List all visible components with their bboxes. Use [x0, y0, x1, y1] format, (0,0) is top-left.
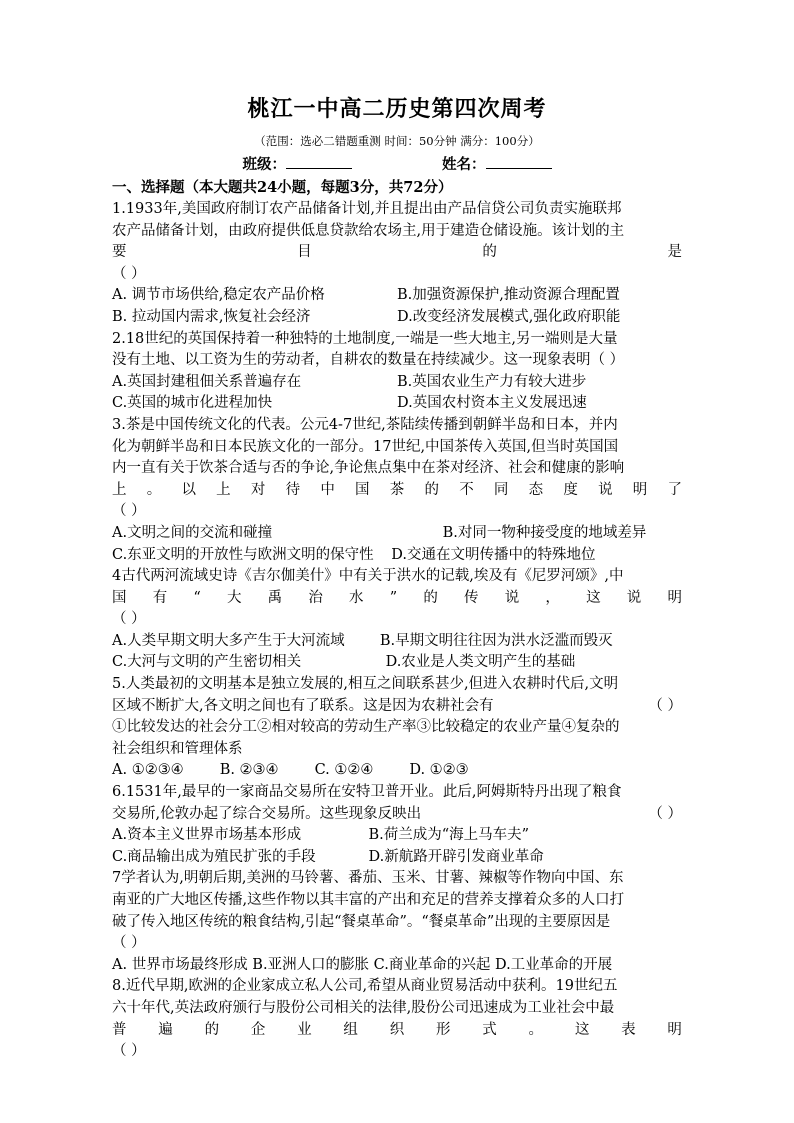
- question-text: 农产品储备计划，由政府提供低息贷款给农场主,用于建造仓储设施。该计划的主: [112, 222, 625, 239]
- option-a: A.人类早期文明大多产生于大河流域: [112, 632, 345, 649]
- question-text-justified: [112, 1020, 682, 1042]
- option-b: B.荷兰成为“海上马车夫”: [368, 827, 530, 844]
- question-5: [112, 674, 682, 782]
- question-4: [112, 566, 682, 674]
- char: 了: [667, 481, 682, 498]
- option-d: D. ①②③: [409, 762, 469, 779]
- option-d: D.英国农村资本主义发展迅速: [397, 395, 587, 412]
- name-label: 姓名：: [442, 156, 486, 173]
- question-text: 内一直有关于饮茶合适与否的争论,争论焦点集中在茶对经济、社会和健康的影响: [112, 460, 625, 477]
- name-blank[interactable]: [486, 154, 552, 169]
- class-label: 班级：: [242, 156, 286, 173]
- option-b: B.对同一物种接受度的地域差异: [442, 524, 647, 541]
- options-row: [112, 307, 682, 329]
- char: 企: [250, 1021, 266, 1038]
- option-d: D.改变经济发展模式,强化政府职能: [397, 308, 621, 325]
- question-text: 4古代两河流域史诗《吉尔伽美什》中有关于洪水的记载,埃及有《尼罗河颂》,中: [112, 568, 624, 585]
- question-text: 六十年代,英法政府颁行与股份公司相关的法律,股份公司迅速成为工业社会中最: [112, 999, 615, 1016]
- question-text: 7学者认为,明朝后期,美洲的马铃薯、番茄、玉米、甘薯、辣椒等作物向中国、东: [112, 870, 624, 887]
- char: 的: [424, 481, 439, 498]
- char: 织: [389, 1021, 405, 1038]
- answer-bracket: （ ）: [112, 265, 146, 282]
- option-c: B. 拉动国内需求,恢复社会经济: [112, 308, 311, 325]
- options-row: [112, 652, 682, 674]
- option-b: B.早期文明往往因为洪水泛滥而毁灭: [379, 632, 613, 649]
- char: 传: [464, 589, 479, 606]
- options-row: [112, 285, 682, 307]
- question-text: ①比较发达的社会分工②相对较高的劳动生产率③比较稳定的农业产量④复杂的: [112, 719, 620, 736]
- char: 以: [181, 481, 196, 498]
- option-b: B. ②③④: [219, 762, 279, 779]
- question-text: 5.人类最初的文明基本是独立发展的,相互之间联系甚少,但进入农耕时代后,文明: [112, 676, 619, 693]
- question-8: [112, 976, 682, 1062]
- answer-bracket: （ ）: [112, 611, 146, 628]
- question-text: 破了传入地区传统的粮食结构,引起“餐桌革命”。“餐桌革命”出现的主要原因是: [112, 913, 611, 930]
- char: 上: [112, 481, 127, 498]
- options-row: [112, 847, 682, 869]
- option-d: D.新航路开辟引发商业革命: [368, 848, 544, 865]
- question-text: 社会组织和管理体系: [112, 740, 243, 757]
- question-text: 没有土地、以工资为生的劳动者，自耕农的数量在持续减少。这一现象表明（ ）: [112, 352, 625, 369]
- option-c: C.东亚文明的开放性与欧洲文明的保守性: [112, 546, 374, 563]
- char: 业: [297, 1021, 312, 1038]
- exam-title: 桃江一中高二历史第四次周考: [247, 96, 547, 122]
- char: 说: [626, 589, 642, 606]
- question-3: [112, 415, 682, 566]
- char: 水: [349, 589, 364, 606]
- char: 对: [250, 481, 266, 498]
- question-text: 区域不断扩大,各文明之间也有了联系。这是因为农耕社会有: [112, 697, 494, 714]
- char: 普: [112, 1021, 127, 1038]
- option-c: C.商品输出成为殖民扩张的手段: [112, 848, 316, 865]
- char: 度: [563, 481, 578, 498]
- question-text: 3.茶是中国传统文化的代表。公元4-7世纪,茶陆续传播到朝鲜半岛和日本，并内: [112, 416, 618, 433]
- options-row: [112, 523, 682, 545]
- option-d: D.交通在文明传播中的特殊地位: [391, 546, 596, 563]
- class-field[interactable]: [243, 153, 353, 174]
- options-row: [112, 545, 682, 567]
- option-a: A. 调节市场供给,稳定农产品价格: [112, 287, 325, 304]
- question-text: 交易所,伦敦办起了综合交易所。这些现象反映出: [112, 805, 422, 822]
- answer-bracket: （ ）: [648, 697, 682, 714]
- question-text: 8.近代早期,欧洲的企业家成立私人公司,希望从商业贸易活动中获利。19世纪五: [112, 978, 618, 995]
- char: 待: [285, 481, 301, 498]
- char: 这: [574, 1021, 590, 1038]
- section-title: 一、选择题（本大题共24小题，每题3分，共72分）: [112, 179, 453, 196]
- student-fields: [112, 153, 682, 174]
- question-text-with-bracket: [112, 696, 682, 718]
- question-text: 1.1933年,美国政府制订农产品储备计划,并且提出由产品信贷公司负责实施联邦: [112, 201, 622, 217]
- char: 。: [146, 481, 162, 498]
- char: 明: [667, 1021, 682, 1038]
- question-6: [112, 782, 682, 868]
- question-2: [112, 329, 682, 415]
- question-text: 化为朝鲜半岛和日本民族文化的一部分。17世纪,中国茶传入英国,但当时英国国: [112, 438, 619, 455]
- char: 中: [320, 481, 335, 498]
- answer-bracket: （ ）: [112, 1043, 146, 1060]
- char: 这: [586, 589, 601, 606]
- char: 要: [112, 244, 127, 261]
- char: 说: [504, 589, 520, 606]
- question-text-justified: [112, 242, 682, 264]
- class-blank[interactable]: [286, 154, 352, 169]
- option-c: C.英国的城市化进程加快: [112, 395, 273, 412]
- char: 明: [632, 481, 648, 498]
- option-c: C. ①②④: [314, 762, 374, 779]
- char: 形: [435, 1021, 451, 1038]
- options-row: [112, 760, 682, 782]
- option-d: D.农业是人类文明产生的基础: [385, 654, 576, 671]
- char: 国: [112, 589, 127, 606]
- question-text: 2.18世纪的英国保持着一种独特的土地制度,一端是一些大地主,另一端则是大量: [112, 330, 618, 347]
- option-b: B.英国农业生产力有较大进步: [397, 373, 587, 390]
- question-1: [112, 199, 682, 329]
- char: 的: [482, 244, 497, 261]
- option-a: A.资本主义世界市场基本形成: [112, 827, 302, 844]
- char: 禹: [267, 589, 283, 606]
- char: 说: [598, 481, 613, 498]
- options-row: [112, 825, 682, 847]
- char: “: [193, 589, 201, 606]
- question-7: [112, 868, 682, 976]
- options-row: [112, 393, 682, 415]
- char: 不: [459, 481, 474, 498]
- char: 茶: [389, 481, 405, 498]
- options-row: A. 世界市场最终形成 B.亚洲人口的膨胀 C.商业革命的兴起 D.工业革命的开展: [112, 956, 613, 973]
- char: ”: [389, 589, 398, 606]
- question-text: 6.1531年,最早的一家商品交易所在安特卫普开业。此后,阿姆斯特丹出现了粮食: [112, 784, 622, 801]
- char: 态: [528, 481, 544, 498]
- char: 目: [297, 244, 312, 261]
- char: 上: [216, 481, 231, 498]
- char: ，: [545, 589, 560, 606]
- char: 的: [204, 1021, 220, 1038]
- question-text-justified: [112, 588, 682, 610]
- name-field[interactable]: [442, 153, 552, 174]
- char: 组: [343, 1021, 358, 1038]
- options-row: [112, 372, 682, 394]
- char: 治: [308, 589, 323, 606]
- answer-bracket: （ ）: [112, 503, 146, 520]
- char: 国: [355, 481, 370, 498]
- char: 的: [423, 589, 438, 606]
- answer-bracket: （ ）: [112, 935, 146, 952]
- option-a: A.文明之间的交流和碰撞: [112, 524, 273, 541]
- exam-subtitle: （范围：选必二错题重测 时间：50分钟 满分：100分）: [254, 134, 540, 148]
- option-a: A. ①②③④: [112, 762, 184, 779]
- char: 。: [528, 1021, 544, 1038]
- char: 有: [152, 589, 168, 606]
- question-text: 南亚的广大地区传播,这些作物以其丰富的产出和充足的营养支撑着众多的人口打: [112, 892, 625, 908]
- options-row: [112, 631, 682, 653]
- option-b: B.加强资源保护,推动资源合理配置: [397, 287, 620, 304]
- question-text-justified: [112, 480, 682, 502]
- question-text-with-bracket: [112, 804, 682, 826]
- char: 遍: [158, 1021, 173, 1038]
- char: 同: [493, 481, 509, 498]
- char: 式: [482, 1021, 497, 1038]
- option-a: A.英国封建租佃关系普遍存在: [112, 373, 302, 390]
- char: 大: [226, 589, 242, 606]
- char: 明: [667, 589, 682, 606]
- char: 表: [621, 1021, 636, 1038]
- char: 是: [667, 244, 682, 261]
- answer-bracket: （ ）: [648, 805, 682, 822]
- option-c: C.大河与文明的产生密切相关: [112, 654, 302, 671]
